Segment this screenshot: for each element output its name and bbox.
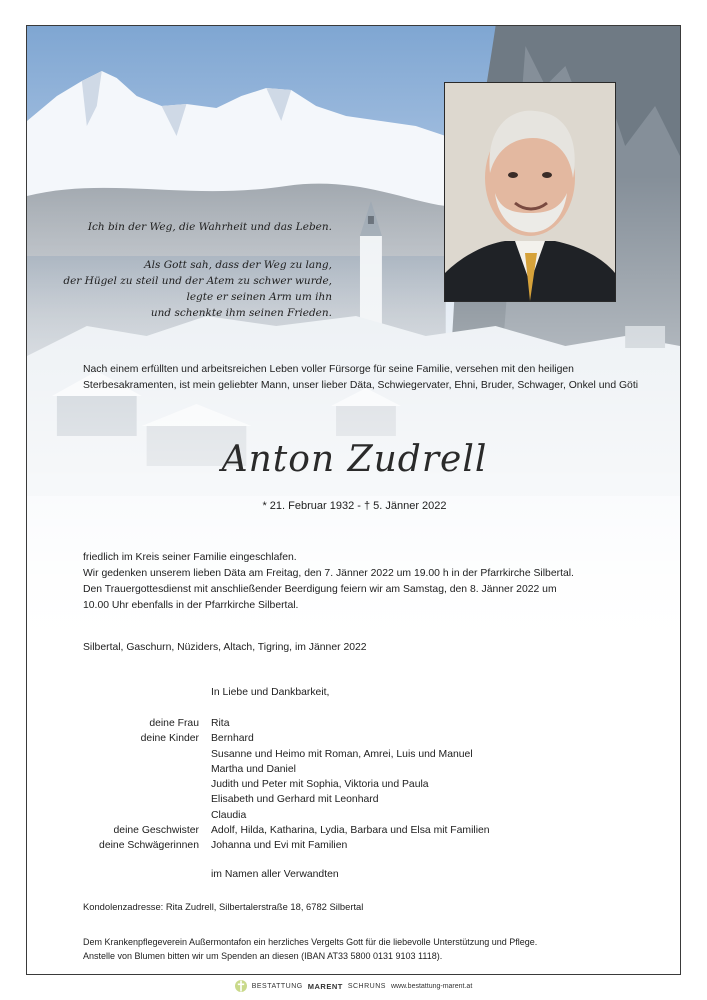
footer-prefix: BESTATTUNG [251,982,303,990]
family-list [67,716,490,854]
intro-paragraph: Nach einem erfüllten und arbeitsreichen Leben voller Fürsorge für seine Familie, versehen mit den heiligen Sterbesakramenten, ist mein geliebter Mann, unser lieber Däta, Schwiegervater, Ehni, Bruder, Schwager, Onkel und Göti [83,364,639,391]
family-row [67,747,490,762]
family-relation: deine Frau [149,718,199,729]
closing-notes [83,935,673,963]
announcement-line: 10.00 Uhr ebenfalls in der Pfarrkirche Silbertal. [83,600,299,611]
poem [26,257,332,321]
family-relation [67,747,211,762]
family-relation [67,777,211,792]
family-names: Susanne und Heimo mit Roman, Amrei, Luis und Manuel [211,748,473,760]
announcement-line: friedlich im Kreis seiner Familie eingeschlafen. [83,552,297,563]
family-row [67,716,490,731]
poem-line: legte er seinen Arm um ihn [186,291,332,303]
family-names: Claudia [211,809,247,821]
poem-line: Als Gott sah, dass der Weg zu lang, [144,259,332,271]
family-relation [67,792,211,807]
behalf-line: im Namen aller Verwandten [211,869,339,880]
family-names: Martha und Daniel [211,763,296,775]
closing-line: Dem Krankenpflegeverein Außermontafon ein herzliches Vergelts Gott für die liebevolle Unterstützung und Pflege. [83,937,538,947]
announcement-line: Wir gedenken unserem lieben Däta am Freitag, den 7. Jänner 2022 um 19.00 h in der Pfarrkirche Silbertal. [83,568,574,579]
cross-icon [235,978,247,994]
footer-location: SCHRUNS [347,982,386,990]
portrait-photo [444,82,616,302]
announcement-line: Den Trauergottesdienst mit anschließender Beerdigung feiern wir am Samstag, den 8. Jänner 2022 um [83,584,557,595]
family-relation: deine Kinder [140,733,199,745]
place-date: Silbertal, Gaschurn, Nüziders, Altach, Tigring, im Jänner 2022 [83,642,367,653]
family-row [67,838,490,853]
poem-line: und schenkte ihm seinen Frieden. [150,307,332,319]
bible-quote: Ich bin der Weg, die Wahrheit und das Leben. [87,221,332,233]
thanks-line: In Liebe und Dankbarkeit, [211,687,330,698]
life-dates: * 21. Februar 1932 - † 5. Jänner 2022 [262,500,447,512]
family-names: Elisabeth und Gerhard mit Leonhard [211,794,379,806]
footer-brand: MARENT [307,981,343,991]
announcement-text [83,550,663,614]
condolence-address: Kondolenzadresse: Rita Zudrell, Silbertalerstraße 18, 6782 Silbertal [83,901,364,912]
family-names: Adolf, Hilda, Katharina, Lydia, Barbara und Elsa mit Familien [211,825,490,837]
family-row [67,762,490,777]
closing-line: Anstelle von Blumen bitten wir um Spenden an diesen (IBAN AT33 5800 0131 9103 1118). [83,951,443,961]
deceased-name: Anton Zudrell [221,439,488,480]
family-names: Judith und Peter mit Sophia, Viktoria und Paula [211,779,429,791]
family-row [67,731,490,746]
family-relation: deine Geschwister [113,825,199,837]
family-relation [67,808,211,823]
family-relation [67,762,211,777]
family-row [67,792,490,807]
obituary-frame [26,25,681,975]
family-names: Johanna und Evi mit Familien [211,840,348,852]
family-row [67,777,490,792]
family-names: Rita [211,718,230,729]
poem-line: der Hügel zu steil und der Atem zu schwer wurde, [63,275,332,287]
footer-url[interactable]: www.bestattung-marent.at [390,982,473,990]
family-names: Bernhard [211,733,254,745]
family-row [67,808,490,823]
family-relation: deine Schwägerinnen [99,840,199,852]
family-row [67,823,490,838]
undertaker-footer [0,978,707,994]
